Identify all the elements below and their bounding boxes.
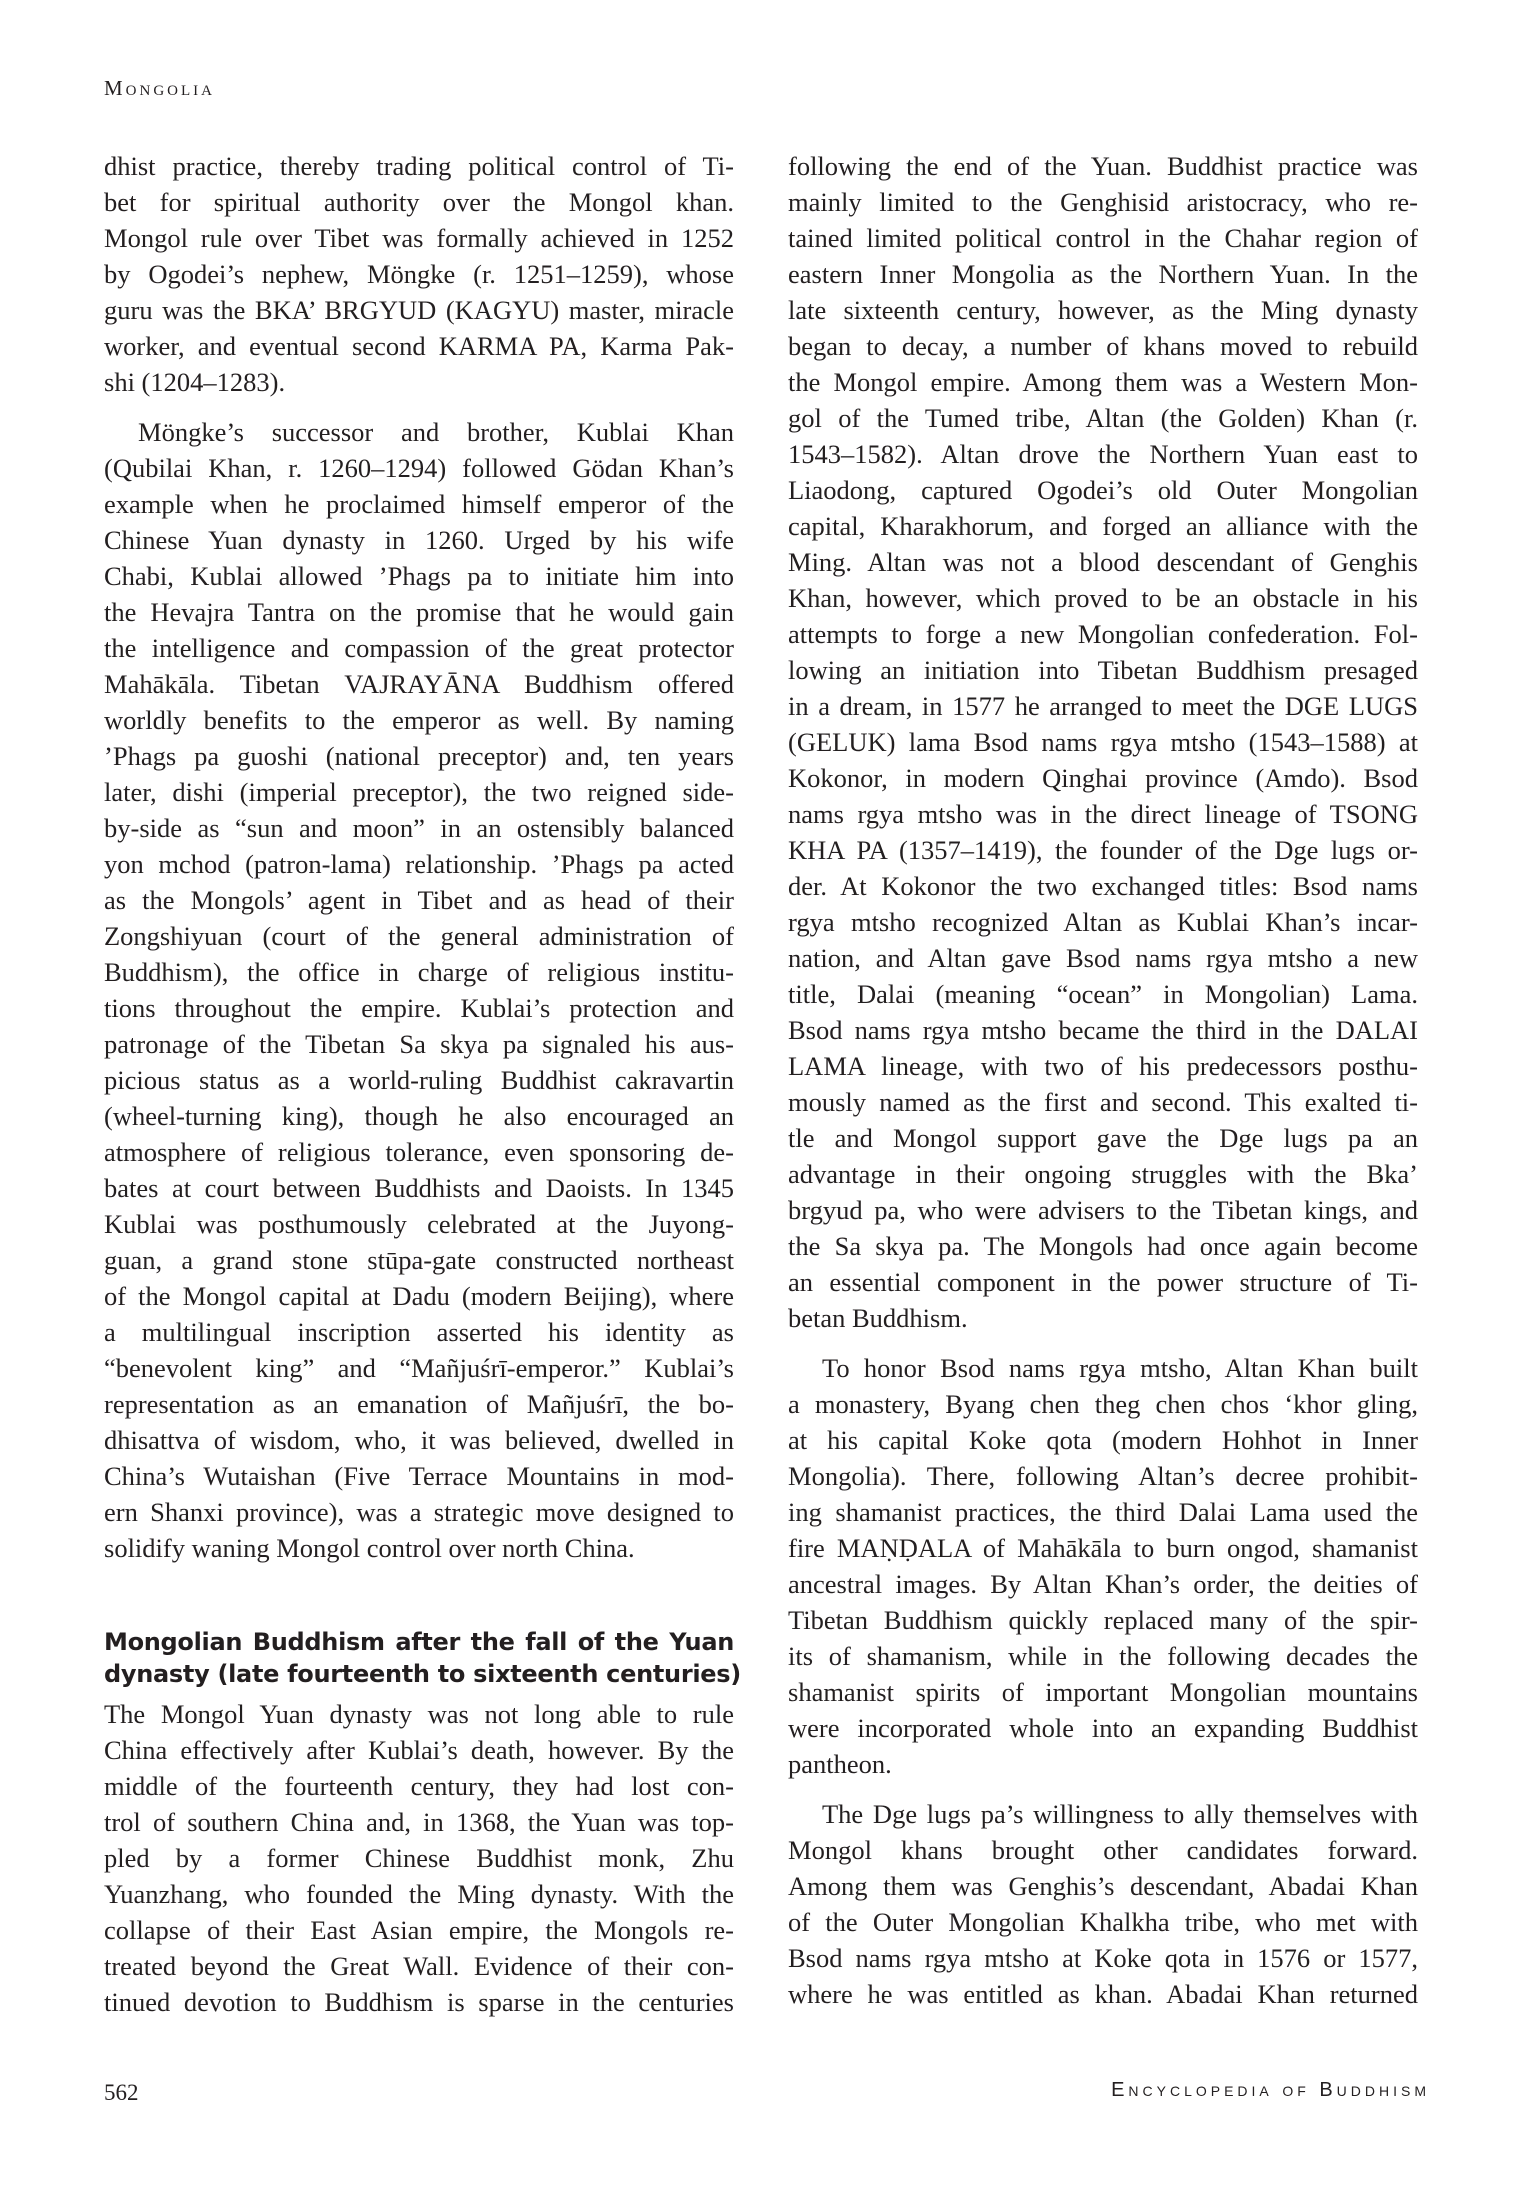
text-line: Mongol khans brought other candidates forward. — [788, 1835, 1418, 1865]
text-line: the intelligence and compassion of the great protector — [104, 633, 734, 663]
text-line: (GELUK) lama Bsod nams rgya mtsho (1543–1588) at — [788, 727, 1418, 757]
text-line: Buddhism), the office in charge of religious institu- — [104, 957, 734, 987]
text-line: To honor Bsod nams rgya mtsho, Altan Khan built — [822, 1353, 1418, 1383]
text-line: of the Outer Mongolian Khalkha tribe, who met with — [788, 1907, 1418, 1937]
text-line: pled by a former Chinese Buddhist monk, Zhu — [104, 1843, 734, 1873]
text-line: tinued devotion to Buddhism is sparse in the centuries — [104, 1987, 734, 2017]
text-line: yon mchod (patron-lama) relationship. ’Phags pa acted — [104, 849, 734, 879]
book-title: Encyclopedia of Buddhism — [1111, 2079, 1430, 2101]
text-line: collapse of their East Asian empire, the Mongols re- — [104, 1915, 734, 1945]
text-line: trol of southern China and, in 1368, the Yuan was top- — [104, 1807, 734, 1837]
text-line: following the end of the Yuan. Buddhist practice was — [788, 151, 1418, 181]
text-line: guru was the BKA’ BRGYUD (KAGYU) master, miracle — [104, 295, 734, 325]
right-paragraph-3 — [788, 1796, 1418, 2012]
text-line: Bsod nams rgya mtsho became the third in the DALAI — [788, 1015, 1418, 1045]
text-line: bates at court between Buddhists and Daoists. In 1345 — [104, 1173, 734, 1203]
text-line: by Ogodei’s nephew, Möngke (r. 1251–1259), whose — [104, 259, 734, 289]
text-line: gol of the Tumed tribe, Altan (the Golden) Khan (r. — [788, 403, 1418, 433]
text-line: in a dream, in 1577 he arranged to meet the DGE LUGS — [788, 691, 1418, 721]
text-line: Khan, however, which proved to be an obstacle in his — [788, 583, 1418, 613]
text-line: (Qubilai Khan, r. 1260–1294) followed Gödan Khan’s — [104, 453, 734, 483]
text-line: capital, Kharakhorum, and forged an alliance with the — [788, 511, 1418, 541]
text-line: ’Phags pa guoshi (national preceptor) and, ten years — [104, 741, 734, 771]
text-line: patronage of the Tibetan Sa skya pa signaled his aus- — [104, 1029, 734, 1059]
text-line: The Mongol Yuan dynasty was not long able to rule — [104, 1699, 734, 1729]
text-line: mainly limited to the Genghisid aristocracy, who re- — [788, 187, 1418, 217]
text-line: dhisattva of wisdom, who, it was believed, dwelled in — [104, 1425, 734, 1455]
right-column — [788, 148, 1418, 2026]
text-line: where he was entitled as khan. Abadai Khan returned — [788, 1979, 1418, 2009]
page-number: 562 — [104, 2080, 139, 2105]
text-line: China effectively after Kublai’s death, however. By the — [104, 1735, 734, 1765]
left-column — [104, 148, 741, 2034]
text-line: were incorporated whole into an expanding Buddhist — [788, 1713, 1418, 1743]
text-line: LAMA lineage, with two of his predecessors posthu- — [788, 1051, 1418, 1081]
text-line: KHA PA (1357–1419), the founder of the Dge lugs or- — [788, 835, 1418, 865]
text-line: by-side as “sun and moon” in an ostensibly balanced — [104, 813, 734, 843]
text-line: representation as an emanation of Mañjuśrī, the bo- — [104, 1389, 734, 1419]
text-line: Chabi, Kublai allowed ’Phags pa to initiate him into — [104, 561, 734, 591]
text-line: fire MAṆḌALA of Mahākāla to burn ongod, shamanist — [788, 1533, 1418, 1563]
text-line: dhist practice, thereby trading political control of Ti- — [104, 151, 734, 181]
text-line: shamanist spirits of important Mongolian mountains — [788, 1677, 1418, 1707]
right-paragraph-1 — [788, 148, 1418, 1336]
text-line: Ming. Altan was not a blood descendant of Genghis — [788, 547, 1418, 577]
text-line: treated beyond the Great Wall. Evidence of their con- — [104, 1951, 734, 1981]
text-line: Mongolia). There, following Altan’s decree prohibit- — [788, 1461, 1418, 1491]
text-line: tions throughout the empire. Kublai’s protection and — [104, 993, 734, 1023]
text-line: its of shamanism, while in the following decades the — [788, 1641, 1418, 1671]
left-paragraph-1 — [104, 148, 734, 400]
text-line: ancestral images. By Altan Khan’s order, the deities of — [788, 1569, 1418, 1599]
text-line: Mongol rule over Tibet was formally achieved in 1252 — [104, 223, 734, 253]
text-line: of the Mongol capital at Dadu (modern Beijing), where — [104, 1281, 734, 1311]
text-line: der. At Kokonor the two exchanged titles: Bsod nams — [788, 871, 1418, 901]
text-line: began to decay, a number of khans moved to rebuild — [788, 331, 1418, 361]
text-line: rgya mtsho recognized Altan as Kublai Khan’s incar- — [788, 907, 1418, 937]
text-line: Liaodong, captured Ogodei’s old Outer Mongolian — [788, 475, 1418, 505]
text-line: solidify waning Mongol control over north China. — [104, 1533, 635, 1563]
text-line: the Sa skya pa. The Mongols had once again become — [788, 1231, 1418, 1261]
heading-line: dynasty (late fourteenth to sixteenth centuries) — [104, 1660, 741, 1688]
text-line: the Mongol empire. Among them was a Western Mon- — [788, 367, 1418, 397]
text-line: pantheon. — [788, 1749, 892, 1779]
left-paragraph-3 — [104, 1696, 734, 2020]
text-line: Chinese Yuan dynasty in 1260. Urged by his wife — [104, 525, 734, 555]
text-line: bet for spiritual authority over the Mongol khan. — [104, 187, 734, 217]
text-line: eastern Inner Mongolia as the Northern Yuan. In the — [788, 259, 1418, 289]
text-line: atmosphere of religious tolerance, even sponsoring de- — [104, 1137, 734, 1167]
text-line: ern Shanxi province), was a strategic move designed to — [104, 1497, 734, 1527]
left-paragraph-2 — [104, 414, 734, 1566]
text-line: Tibetan Buddhism quickly replaced many of the spir- — [788, 1605, 1418, 1635]
text-line: middle of the fourteenth century, they had lost con- — [104, 1771, 734, 1801]
text-line: Among them was Genghis’s descendant, Abadai Khan — [788, 1871, 1418, 1901]
text-line: shi (1204–1283). — [104, 367, 286, 397]
running-head: Mongolia — [104, 76, 215, 100]
text-line: ing shamanist practices, the third Dalai Lama used the — [788, 1497, 1418, 1527]
text-line: as the Mongols’ agent in Tibet and as head of their — [104, 885, 734, 915]
text-line: betan Buddhism. — [788, 1303, 968, 1333]
text-line: title, Dalai (meaning “ocean” in Mongolian) Lama. — [788, 979, 1418, 1009]
text-line: picious status as a world-ruling Buddhist cakravartin — [104, 1065, 734, 1095]
text-line: worker, and eventual second KARMA PA, Karma Pak- — [104, 331, 734, 361]
text-line: attempts to forge a new Mongolian confederation. Fol- — [788, 619, 1418, 649]
text-line: China’s Wutaishan (Five Terrace Mountains in mod- — [104, 1461, 734, 1491]
text-line: brgyud pa, who were advisers to the Tibetan kings, and — [788, 1195, 1418, 1225]
text-line: Kokonor, in modern Qinghai province (Amdo). Bsod — [788, 763, 1418, 793]
text-line: The Dge lugs pa’s willingness to ally themselves with — [822, 1799, 1418, 1829]
text-line: Yuanzhang, who founded the Ming dynasty. With the — [104, 1879, 734, 1909]
text-line: nation, and Altan gave Bsod nams rgya mtsho a new — [788, 943, 1418, 973]
text-line: (wheel-turning king), though he also encouraged an — [104, 1101, 734, 1131]
heading-line: Mongolian Buddhism after the fall of the Yuan — [104, 1628, 734, 1656]
text-line: the Hevajra Tantra on the promise that he would gain — [104, 597, 734, 627]
text-line: mously named as the first and second. This exalted ti- — [788, 1087, 1418, 1117]
text-line: later, dishi (imperial preceptor), the two reigned side- — [104, 777, 734, 807]
text-line: at his capital Koke qota (modern Hohhot in Inner — [788, 1425, 1418, 1455]
text-line: Zongshiyuan (court of the general administration of — [104, 921, 734, 951]
text-line: Bsod nams rgya mtsho at Koke qota in 1576 or 1577, — [788, 1943, 1418, 1973]
text-line: guan, a grand stone stūpa-gate constructed northeast — [104, 1245, 734, 1275]
text-line: late sixteenth century, however, as the Ming dynasty — [788, 295, 1418, 325]
text-line: Kublai was posthumously celebrated at the Juyong- — [104, 1209, 734, 1239]
text-line: lowing an initiation into Tibetan Buddhism presaged — [788, 655, 1418, 685]
text-line: “benevolent king” and “Mañjuśrī-emperor.” Kublai’s — [104, 1353, 734, 1383]
text-line: Mahākāla. Tibetan VAJRAYĀNA Buddhism offered — [104, 669, 734, 699]
text-line: 1543–1582). Altan drove the Northern Yuan east to — [788, 439, 1418, 469]
section-heading — [104, 1626, 741, 1690]
text-line: tained limited political control in the Chahar region of — [788, 223, 1418, 253]
text-line: worldly benefits to the emperor as well. By naming — [104, 705, 734, 735]
text-line: advantage in their ongoing struggles with the Bka’ — [788, 1159, 1418, 1189]
text-line: Möngke’s successor and brother, Kublai Khan — [138, 417, 734, 447]
text-line: an essential component in the power structure of Ti- — [788, 1267, 1418, 1297]
right-paragraph-2 — [788, 1350, 1418, 1782]
text-line: nams rgya mtsho was in the direct lineage of TSONG — [788, 799, 1418, 829]
text-line: a multilingual inscription asserted his identity as — [104, 1317, 734, 1347]
text-line: tle and Mongol support gave the Dge lugs pa an — [788, 1123, 1418, 1153]
text-line: a monastery, Byang chen theg chen chos ‘khor gling, — [788, 1389, 1418, 1419]
text-line: example when he proclaimed himself emperor of the — [104, 489, 734, 519]
